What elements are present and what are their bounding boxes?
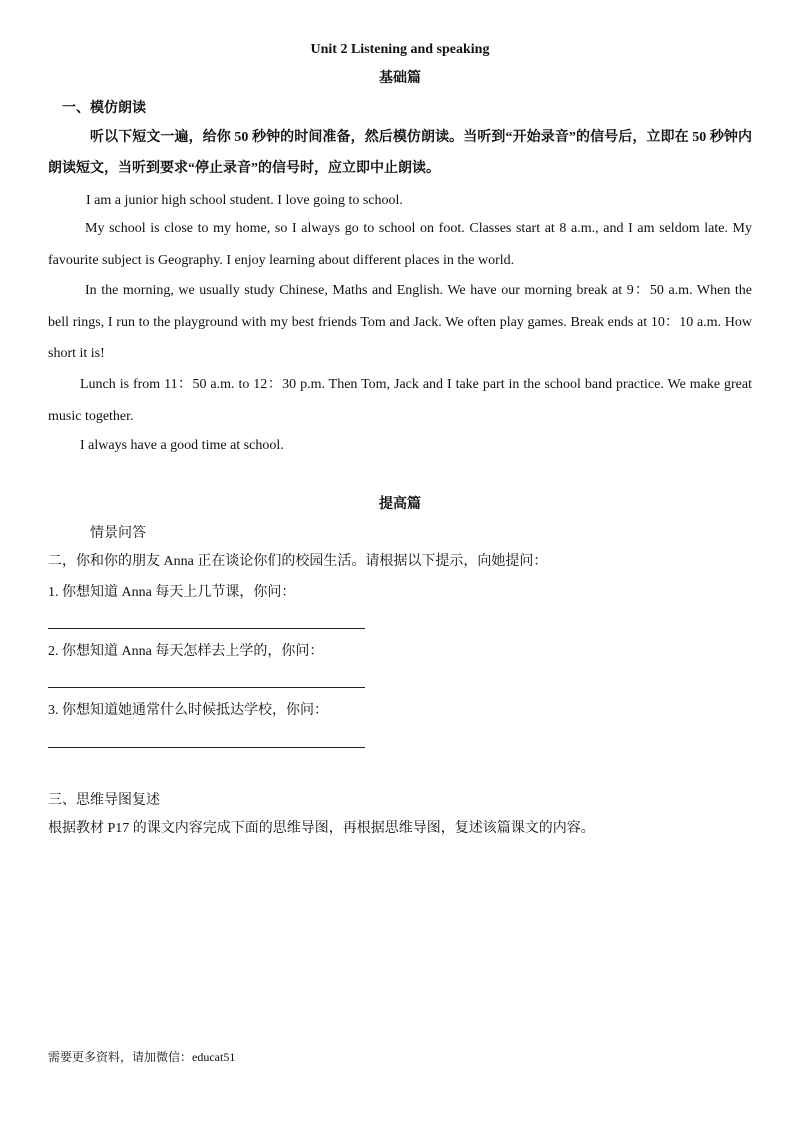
section-title-advanced: 提高篇 xyxy=(379,497,421,512)
passage-paragraph-2: My school is close to my home, so I always go to school on foot. Classes start at 8 a.m., and I am seldom late. My favourite subject is Geography. I enjoy learning about different places in the world. xyxy=(48,221,752,268)
answer-line-2[interactable] xyxy=(48,687,365,688)
answer-line-1[interactable] xyxy=(48,628,365,629)
part1-instruction: 听以下短文一遍，给你 50 秒钟的时间准备，然后模仿朗读。当听到“开始录音”的信号后，立即在 50 秒钟内朗读短文，当听到要求“停止录音”的信号时，应立即中止朗读。 xyxy=(48,130,752,176)
passage-paragraph-1: I am a junior high school student. I love going to school. xyxy=(86,193,403,208)
passage-paragraph-4: Lunch is from 11：50 a.m. to 12：30 p.m. Then Tom, Jack and I take part in the school band practice. We make great music together. xyxy=(48,377,752,424)
question-3: 3. 你想知道她通常什么时候抵达学校，你问： xyxy=(48,703,328,718)
passage-paragraph-5: I always have a good time at school. xyxy=(80,438,284,453)
unit-title: Unit 2 Listening and speaking xyxy=(310,42,490,57)
question-2: 2. 你想知道 Anna 每天怎样去上学的，你问： xyxy=(48,644,324,659)
section-title-basic: 基础篇 xyxy=(379,71,421,86)
part1-heading: 一、模仿朗读 xyxy=(62,101,146,116)
answer-line-3[interactable] xyxy=(48,747,365,748)
footer-note: 需要更多资料，请加微信：educat51 xyxy=(48,1050,236,1064)
part2-heading: 二，你和你的朋友 Anna 正在谈论你们的校园生活。请根据以下提示，向她提问： xyxy=(48,554,548,569)
part3-instruction: 根据教材 P17 的课文内容完成下面的思维导图，再根据思维导图，复述该篇课文的内容。 xyxy=(48,821,595,836)
part3-heading: 三、思维导图复述 xyxy=(48,793,160,808)
passage-paragraph-3: In the morning, we usually study Chinese, Maths and English. We have our morning break at 9：50 a.m. When the bell rings, I run to the playground with my best friends Tom and Jack. We often play games. Break ends at 10：10 a.m. How short it is! xyxy=(48,283,752,361)
question-1: 1. 你想知道 Anna 每天上几节课，你问： xyxy=(48,585,296,600)
subtitle-situational-qa: 情景问答 xyxy=(90,526,146,541)
